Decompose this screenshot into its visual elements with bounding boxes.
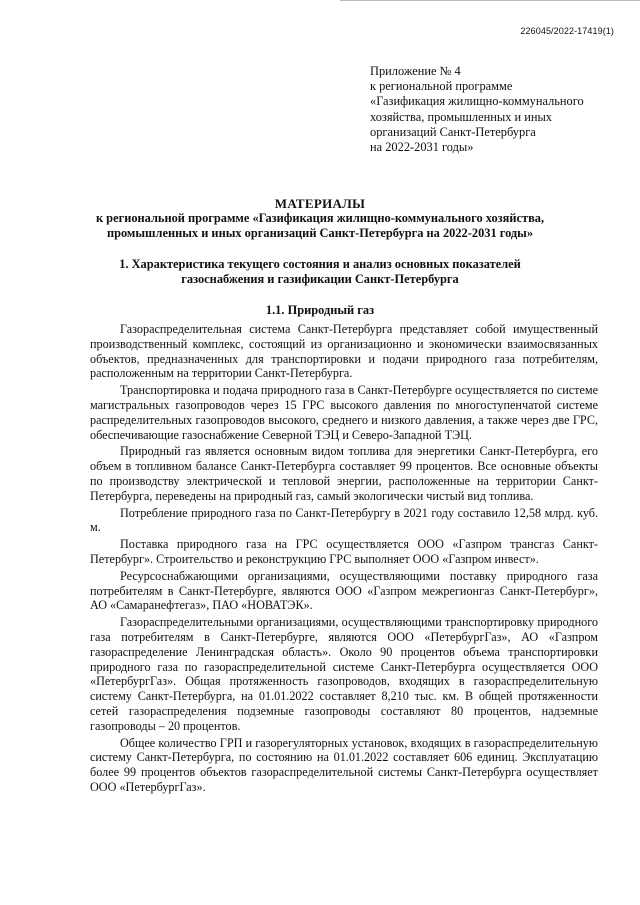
scan-edge-line — [340, 0, 640, 1]
appendix-line: Приложение № 4 — [370, 64, 461, 78]
subtitle-line: к региональной программе «Газификация жилищно-коммунального хозяйства, — [95, 211, 545, 225]
paragraph: Газораспределительная система Санкт-Петербурга представляет собой имущественный производственный комплекс, состоящий из организационно и экономически взаимосвязанных объектов, предназначенных для транспортировки и подачи природного газа потребителям, расположенным на территории Санкт-Петербурга. — [90, 322, 598, 381]
paragraph: Ресурсоснабжающими организациями, осуществляющими поставку природного газа потребителям в Санкт-Петербурге, являются ООО «Газпром межрегионгаз Санкт-Петербург», АО «Самаранефтегаз», ПАО «НОВАТЭК». — [90, 568, 598, 613]
paragraph: Газораспределительными организациями, осуществляющими транспортировку природного газа потребителям в Санкт-Петербурге, являются ООО «ПетербургГаз», АО «Газпром газораспределение Ленинградская область». Около 90 процентов объема транспортировки природного газа по газораспределительной системе Санкт-Петербурга осуществляется ООО «ПетербургГаз». Общая протяженность газопроводов, входящих в газораспределительную систему Санкт-Петербурга, на 01.01.2022 составляет 8,210 тыс. км. В общей протяженности сетей газораспределения подземные газопроводы составляют 80 процентов, надземные газопроводы – 20 процентов. — [90, 615, 598, 733]
paragraph: Природный газ является основным видом топлива для энергетики Санкт-Петербурга, его объем в топливном балансе Санкт-Петербурга составляет 99 процентов. Все основные объекты по производству электрической и тепловой энергии, расположенные на территории Санкт-Петербурга, переведены на природный газ, самый экологически чистый вид топлива. — [90, 444, 598, 503]
paragraph: Потребление природного газа по Санкт-Петербургу в 2021 году составило 12,58 млрд. куб. м. — [90, 505, 598, 535]
section-heading — [0, 257, 640, 287]
appendix-line: хозяйства, промышленных и иных — [370, 109, 553, 124]
appendix-line: к региональной программе — [370, 79, 513, 94]
appendix-line: организаций Санкт-Петербурга — [370, 124, 536, 139]
section-heading-line: газоснабжения и газификации Санкт-Петербурга — [181, 272, 459, 287]
document-title: МАТЕРИАЛЫ — [274, 196, 366, 211]
appendix-block — [370, 64, 620, 155]
appendix-line: на 2022-2031 годы» — [370, 140, 474, 155]
paragraph: Общее количество ГРП и газорегуляторных установок, входящих в газораспределительную систему Санкт-Петербурга, по состоянию на 01.01.2022 составляет 606 единиц. Эксплуатацию более 99 процентов объектов газораспределительной системы Санкт-Петербурга осуществляет ООО «ПетербургГаз». — [90, 735, 598, 794]
appendix-line: «Газификация жилищно-коммунального — [370, 94, 584, 109]
document-subtitle — [0, 211, 640, 241]
body-text — [90, 322, 598, 797]
document-number: 226045/2022-17419(1) — [520, 26, 614, 36]
subsection-heading: 1.1. Природный газ — [265, 303, 375, 317]
section-heading-line: 1. Характеристика текущего состояния и анализ основных показателей — [119, 257, 521, 271]
subtitle-line: промышленных и иных организаций Санкт-Петербурга на 2022-2031 годы» — [106, 226, 534, 241]
paragraph: Транспортировка и подача природного газа в Санкт-Петербурге осуществляется по системе магистральных газопроводов через 15 ГРС высокого давления по многоступенчатой системе распределительных газопроводов высокого, среднего и низкого давления, а также через две ГРС, обеспечивающие газоснабжение Северной ТЭЦ и Северо-Западной ТЭЦ. — [90, 383, 598, 442]
paragraph: Поставка природного газа на ГРС осуществляется ООО «Газпром трансгаз Санкт-Петербург». Строительство и реконструкцию ГРС выполняет ООО «Газпром инвест». — [90, 537, 598, 566]
